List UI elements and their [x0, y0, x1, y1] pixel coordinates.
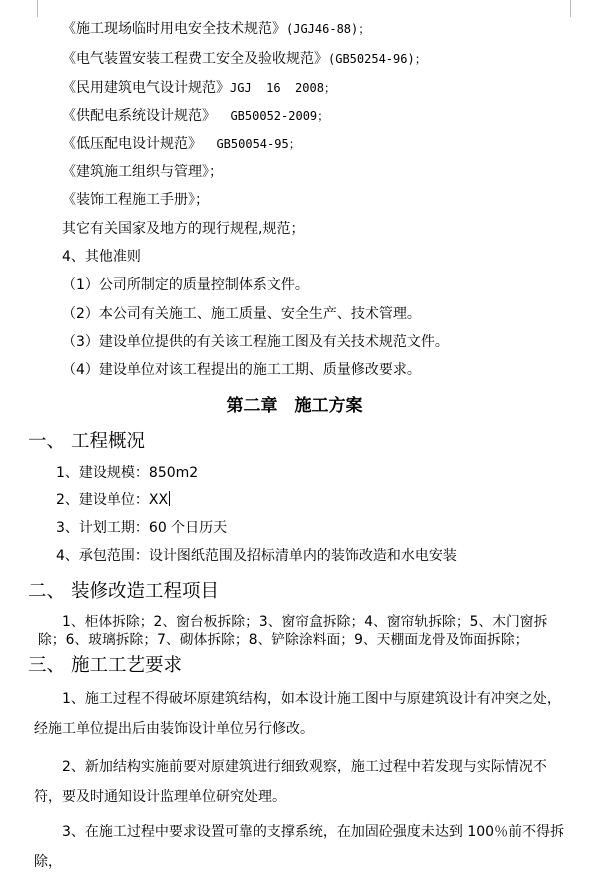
reference-line: （4）建设单位对该工程提出的施工工期、质量修改要求。 [62, 362, 421, 378]
reference-line: （1）公司所制定的质量控制体系文件。 [62, 277, 309, 293]
section-heading-3: 三、 施工工艺要求 [28, 655, 183, 676]
chapter-title: 第二章 施工方案 [226, 396, 363, 416]
paragraph: 3、在施工过程中要求设置可靠的支撑系统，在加固砼强度未达到 100％前不得拆除， [34, 824, 565, 870]
margin-corner-mark-right [570, 0, 571, 17]
list-item: 4、承包范围：设计图纸范围及招标清单内的装饰改造和水电安装 [56, 548, 457, 564]
text-cursor [169, 491, 170, 506]
paragraph-line: 1、柜体拆除；2、窗台板拆除；3、窗帘盒拆除；4、窗帘轨拆除；5、木门窗拆 [62, 614, 548, 630]
reference-line: 《民用建筑电气设计规范》JGJ 16 2008； [62, 80, 336, 96]
list-item: 2、建设单位：XX [56, 492, 169, 508]
reference-line: 《建筑施工组织与管理》； [62, 164, 223, 180]
reference-line: （2）本公司有关施工、施工质量、安全生产、技术管理。 [62, 306, 421, 322]
reference-line: 《施工现场临时用电安全技术规范》(JGJ46-88)； [62, 21, 371, 37]
reference-line: 4、其他准则 [62, 249, 141, 265]
paragraph: 2、新加结构实施前要对原建筑进行细致观察，施工过程中若发现与实际情况不符，要及时通知设计监理单位研究处理。 [34, 759, 547, 805]
reference-line: （3）建设单位提供的有关该工程施工图及有关技术规范文件。 [62, 334, 449, 350]
paragraph: 1、施工过程不得破坏原建筑结构，如本设计施工图中与原建筑设计有冲突之处，经施工单位提出后由装饰设计单位另行修改。 [34, 691, 561, 737]
reference-line: 《装饰工程施工手册》； [62, 192, 209, 208]
section-heading-1: 一、 工程概况 [28, 431, 146, 452]
list-item: 3、计划工期：60 个日历天 [56, 520, 228, 536]
reference-line: 《电气装置安装工程费工安全及验收规范》(GB50254-96)； [62, 51, 427, 67]
section-heading-2: 二、 装修改造工程项目 [28, 581, 220, 602]
reference-line: 《供配电系统设计规范》 GB50052-2009； [62, 108, 330, 124]
paragraph-line: 除；6、玻璃拆除；7、砌体拆除；8、铲除涂料面；9、天棚面龙骨及饰面拆除； [38, 632, 529, 648]
reference-line: 《低压配电设计规范》 GB50054-95； [62, 136, 301, 152]
list-item: 1、建设规模：850m2 [56, 465, 199, 481]
reference-line: 其它有关国家及地方的现行规程,规范； [62, 221, 305, 237]
margin-corner-mark-left [37, 0, 38, 17]
